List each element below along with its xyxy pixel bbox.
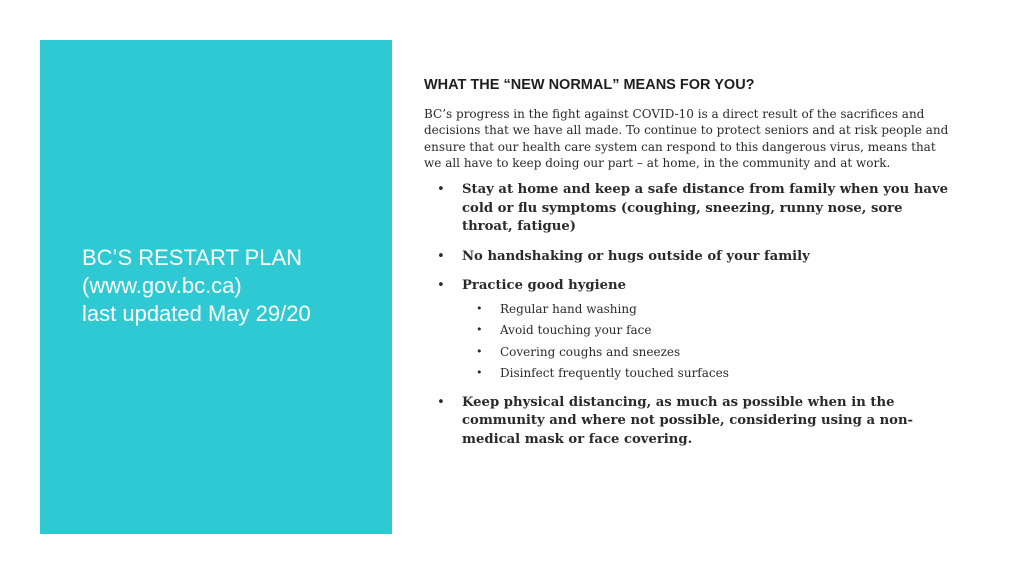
sub-list-item-text: Disinfect frequently touched surfaces (500, 366, 729, 381)
bullet-icon: • (437, 248, 445, 264)
bullet-icon: • (476, 301, 483, 315)
title-line-2: (www.gov.bc.ca) (82, 273, 242, 298)
bullet-icon: • (437, 182, 445, 198)
sub-list-item (462, 343, 952, 362)
sub-list-item (462, 300, 952, 319)
bullet-icon: • (437, 394, 445, 410)
list-item-text: No handshaking or hugs outside of your family (462, 248, 810, 264)
list-item-text: Practice good hygiene (462, 278, 627, 294)
sub-list-item (462, 364, 952, 383)
bullet-icon: • (476, 344, 483, 358)
list-item-text: Stay at home and keep a safe distance from family when you have cold or flu symptoms (coughing, sneezing, runny nose, sore throat, fatigue) (462, 182, 949, 235)
sub-list-item (462, 321, 952, 340)
list-item (424, 248, 952, 267)
sub-list-item-text: Avoid touching your face (500, 323, 652, 338)
bullet-list (424, 181, 952, 449)
content-area (424, 76, 952, 460)
list-item (424, 181, 952, 237)
title-line-3: last updated May 29/20 (82, 301, 311, 326)
sub-bullet-list (462, 300, 952, 383)
bullet-icon: • (437, 278, 445, 294)
slide-title (82, 244, 382, 328)
sub-list-item-text: Covering coughs and sneezes (500, 344, 681, 359)
intro-paragraph: BC’s progress in the fight against COVID-10 is a direct result of the sacrifices and decisions that we have all made. To continue to protect seniors and at risk people and ensure that our health care system can respond to this dangerous virus, means that we all have to keep doing our part – at home, in the community and at work. (424, 107, 949, 170)
sub-list-item-text: Regular hand washing (500, 301, 637, 316)
list-item (424, 394, 952, 450)
bullet-icon: • (476, 323, 483, 337)
title-line-1: BC’S RESTART PLAN (82, 245, 303, 270)
list-item-text: Keep physical distancing, as much as possible when in the community and where not possible, considering using a non-medical mask or face covering. (462, 394, 914, 447)
section-heading: WHAT THE “NEW NORMAL” MEANS FOR YOU? (424, 77, 755, 93)
bullet-icon: • (476, 366, 483, 380)
list-item (424, 277, 952, 383)
